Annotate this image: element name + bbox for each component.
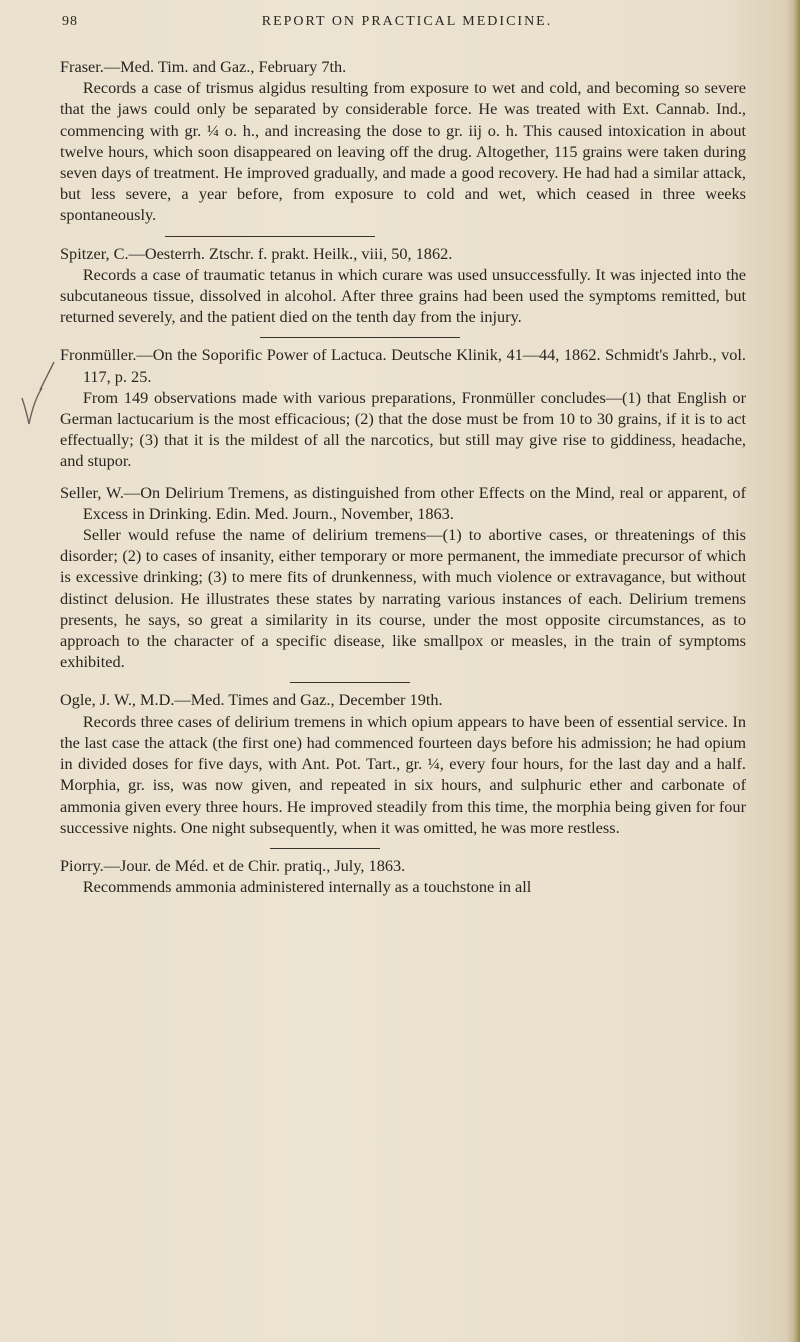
entry-spitzer: [60, 243, 746, 328]
entry-body: From 149 observations made with various preparations, Fronmüller concludes—(1) that English or German lactucarium is the most efficacious; (2) that the dose must be from 10 to 30 grains, if it is to act effectually; (3) that it is the mildest of all the narcotics, but still may give rise to giddiness, headache, and stupor.: [60, 387, 746, 471]
document-body: [60, 56, 746, 907]
entry-piorry: [60, 855, 746, 897]
entry-citation: Fronmüller.—On the Soporific Power of Lactuca. Deutsche Klinik, 41—44, 1862. Schmidt's Jahrb., vol. 117, p. 25.: [60, 345, 746, 386]
page-header: [62, 14, 752, 38]
running-title: REPORT ON PRACTICAL MEDICINE.: [261, 14, 553, 29]
entry-body: Records a case of traumatic tetanus in which curare was used unsuccessfully. It was injected into the subcutaneous tissue, dissolved in alcohol. After three grains had been used the symptoms remitted, but returned severely, and the patient died on the tenth day from the injury.: [60, 264, 746, 327]
entry-citation: Piorry.—Jour. de Méd. et de Chir. pratiq., July, 1863.: [60, 855, 406, 875]
entry-citation: Spitzer, C.—Oesterrh. Ztschr. f. prakt. Heilk., viii, 50, 1862.: [60, 243, 453, 263]
separator-rule: [290, 682, 410, 683]
entry-fraser: [60, 56, 746, 226]
separator-rule: [270, 848, 380, 849]
pencil-check-mark: [20, 360, 60, 430]
separator-rule: [165, 236, 375, 237]
entry-ogle: [60, 689, 746, 837]
entry-seller: [60, 482, 746, 673]
entry-citation: Ogle, J. W., M.D.—Med. Times and Gaz., December 19th.: [60, 690, 443, 710]
entry-citation: Seller, W.—On Delirium Tremens, as distinguished from other Effects on the Mind, real or apparent, of Excess in Drinking. Edin. Med. Journ., November, 1863.: [60, 482, 746, 523]
entry-body: Records three cases of delirium tremens in which opium appears to have been of essential service. In the last case the attack (the first one) had commenced fourteen days before his admission; he had opium in divided doses for five days, with Ant. Pot. Tart., gr. ¼, every four hours, for the last day and a half. Morphia, gr. iss, was now given, and repeated in six hours, and sulphuric ether and carbonate of ammonia given every three hours. He improved steadily from this time, the morphia being given for four successive nights. One night subsequently, when it was omitted, he was more restless.: [60, 711, 746, 837]
entry-body: Seller would refuse the name of delirium tremens—(1) to abortive cases, or threatenings of this disorder; (2) to cases of insanity, either temporary or more permanent, the immediate precursor of which is excessive drinking; (3) to mere fits of drunkenness, with much violence or extravagance, but without distinct delusion. He illustrates these states by narrating various instances of each. Delirium tremens presents, he says, so great a similarity in its course, under the most opposite circumstances, as to approach to the character of a specific disease, like smallpox or measles, in the train of symptoms exhibited.: [60, 525, 746, 672]
separator-rule: [260, 337, 460, 338]
entry-fronmuller: [60, 344, 746, 471]
page-number: 98: [62, 14, 78, 29]
entry-citation: Fraser.—Med. Tim. and Gaz., February 7th.: [60, 57, 347, 76]
page-edge: [786, 0, 800, 1342]
entry-body: Recommends ammonia administered internally as a touchstone in all: [82, 877, 532, 897]
entry-body: Records a case of trismus algidus resulting from exposure to wet and cold, and becoming so severe that the jaws could only be separated by considerable force. He was treated with Ext. Cannab. Ind., commencing with gr. ¼ o. h., and increasing the dose to gr. iij o. h. This caused intoxication in about twelve hours, which soon disappeared on leaving off the drug. Altogether, 115 grains were taken during seven days of treatment. He improved gradually, and made a good recovery. He had had a similar attack, but less severe, a year before, from exposure to cold and wet, which ceased in three weeks spontaneously.: [60, 78, 746, 225]
